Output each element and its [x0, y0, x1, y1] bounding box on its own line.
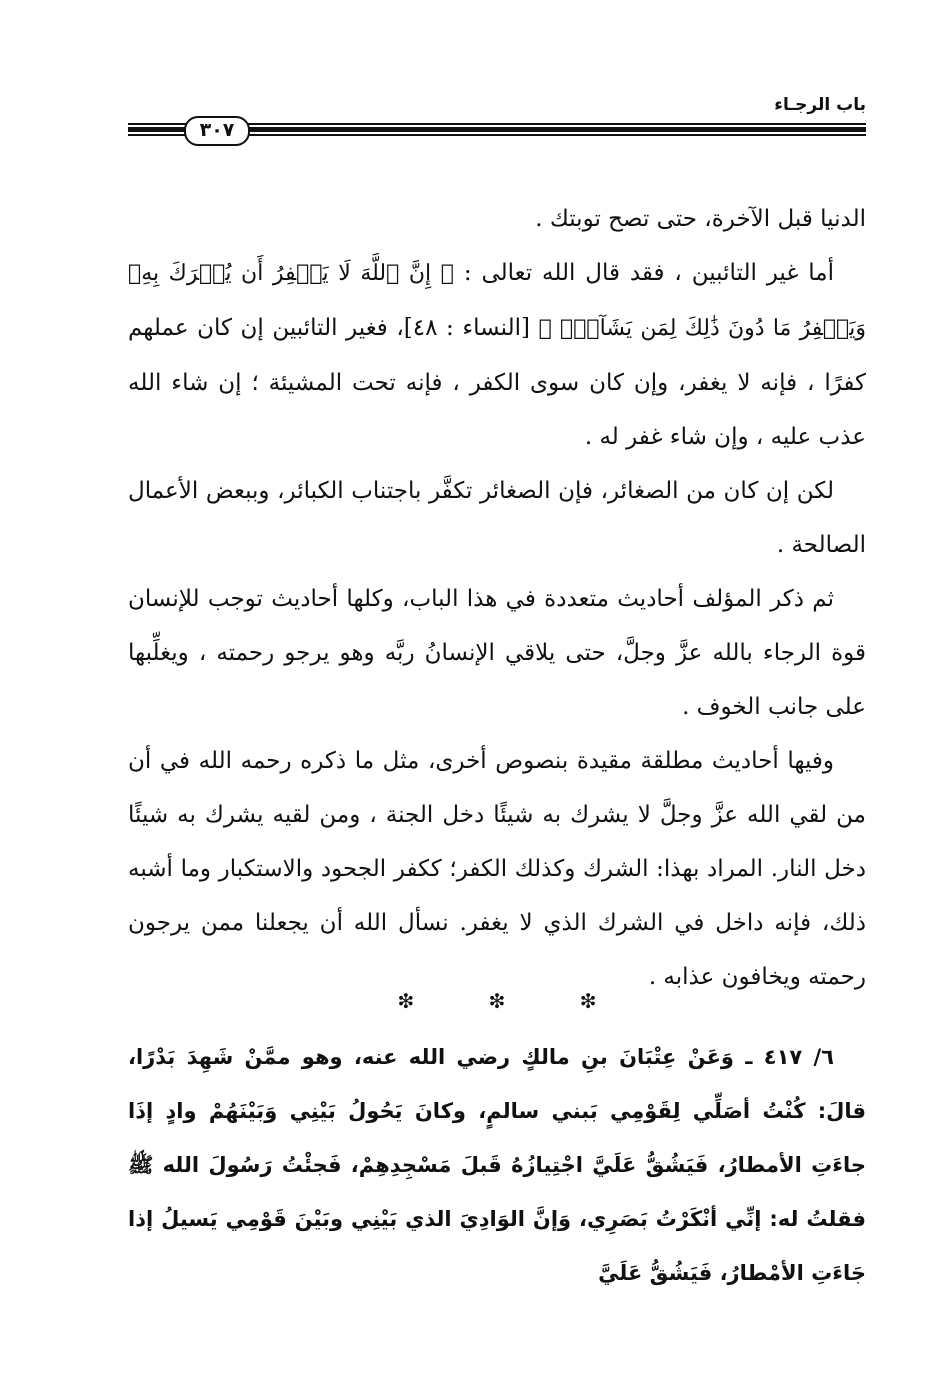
paragraph: لكن إن كان من الصغائر، فإن الصغائر تكفَّر باجتناب الكبائر، وببعض الأعمال الصالحة . — [128, 478, 866, 558]
quran-verse: ﴿ إِنَّ ٱللَّهَ لَا يَغۡفِرُ أَن يُشۡرَكَ بِهِۦ وَيَغۡفِرُ مَا دُونَ ذَٰلِكَ لِمَن يَشَآءُۚ ﴾ — [128, 261, 866, 341]
star-ornament-icon: ❇ — [579, 989, 597, 1013]
header-rule — [128, 116, 866, 144]
chapter-title: باب الرجـاء — [774, 95, 866, 115]
hadith-text — [128, 1030, 866, 1300]
paragraph-text: [النساء : ٤٨]، فغير التائبين إن كان عملهم كفرًا ، فإنه لا يغفر، وإن كان سوى الكفر ، فإنه تحت المشيئة ؛ إن شاء الله عذب عليه ، وإن شاء غفر له . — [128, 315, 866, 450]
paragraph-with-quran — [128, 246, 866, 464]
paragraph: وفيها أحاديث مطلقة مقيدة بنصوص أخرى، مثل ما ذكره رحمه الله في أن من لقي الله عزَّ وجلَّ لا يشرك به شيئًا دخل الجنة ، ومن لقيه يشرك به شيئًا دخل النار. المراد بهذا: الشرك وكذلك الكفر؛ ككفر الجحود والاستكبار وما أشبه ذلك، فإنه داخل في الشرك الذي لا يغفر. نسأل الله أن يجعلنا ممن يرجون رحمته ويخافون عذابه . — [128, 748, 866, 990]
star-ornament-icon: ❇ — [488, 989, 506, 1013]
paragraph-text: أما غير التائبين ، فقد قال الله تعالى : — [453, 260, 834, 286]
paragraph: الدنيا قبل الآخرة، حتى تصح توبتك . — [535, 206, 866, 232]
commentary-text — [128, 192, 866, 1004]
page-number: ٣٠٧ — [184, 116, 250, 146]
section-separator — [128, 986, 866, 1016]
hadith-paragraph: ٦/ ٤١٧ ـ وَعَنْ عِتْبَانَ بنِ مالكٍ رضي الله عنه، وهو ممَّنْ شَهِدَ بَدْرًا، قالَ: كُنْتُ أصَلِّي لِقَوْمِي بَبني سالمٍ، وكانَ يَحُولُ بَيْنِي وَبَيْنَهُمْ وادٍ إذَا جاءَتِ الأمطارُ، فَيَشُقُّ عَلَيَّ اجْتِيازُهُ قَبلَ مَسْجِدِهِمْ، فَجئْتُ رَسُولَ الله ﷺ فقلتُ له: إنِّي أنْكَرْتُ بَصَرِي، وَإنَّ الوَادِيَ الذي بَيْنِي وبَيْنَ قَوْمِي يَسيلُ إذا جَاءَتِ الأمْطارُ، فَيَشُقُّ عَلَيَّ — [128, 1045, 866, 1285]
paragraph: ثم ذكر المؤلف أحاديث متعددة في هذا الباب، وكلها أحاديث توجب للإنسان قوة الرجاء بالله عزَّ وجلَّ، حتى يلاقي الإنسانُ ربَّه وهو يرجو رحمته ، ويغلِّبها على جانب الخوف . — [128, 586, 866, 720]
star-ornament-icon: ❇ — [397, 989, 415, 1013]
